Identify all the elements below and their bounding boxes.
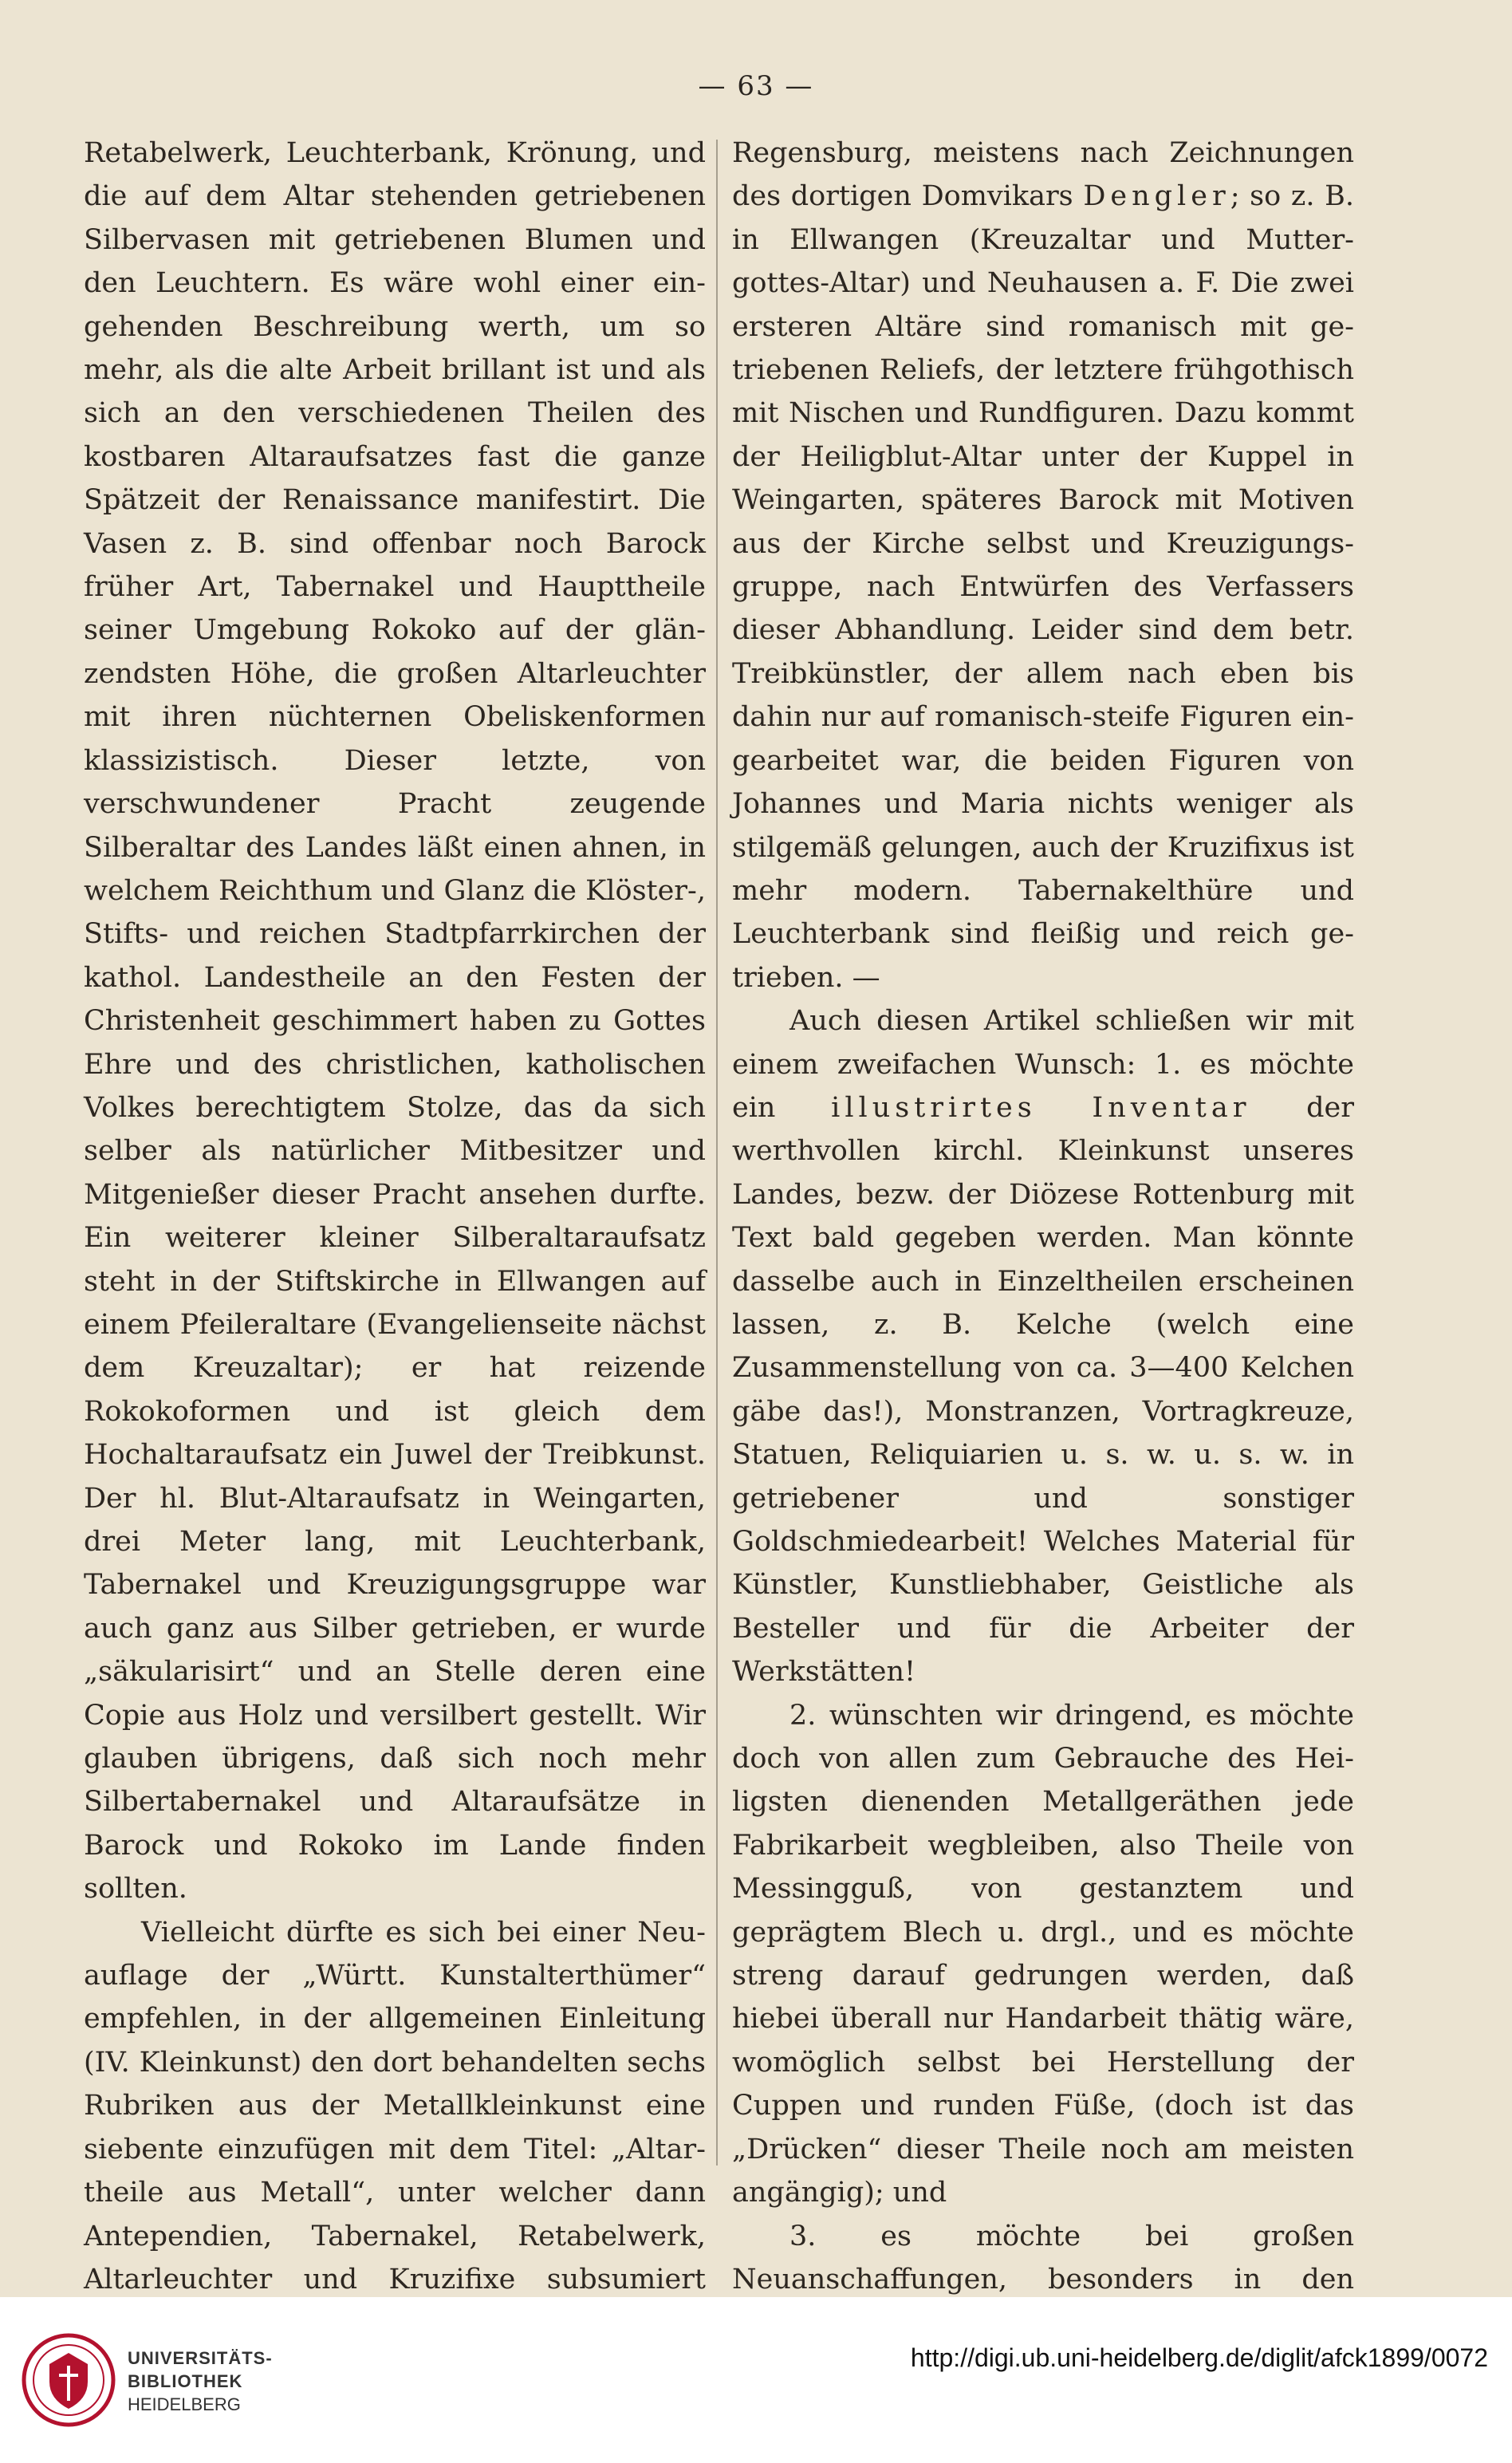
right-column <box>732 132 1354 2297</box>
footer <box>0 2297 1512 2463</box>
paragraph: 3. es möchte bei großen Neuanschaffungen, besonders in den <box>732 2220 1354 2296</box>
paragraph: Retabelwerk, Leuchterbank, Krönung, und die auf dem Altar stehenden getriebenen Silbervasen mit getriebenen Blumen und den Leuchtern. Es wäre wohl einer eingehenden Beschreibung werth, um so mehr, als die alte Arbeit brillant ist und als sich an den verschiedenen Theilen des kostbaren Altaraufsatzes fast die ganze Spätzeit der Renaissance manifestirt. Die Vasen z. B. sind offenbar noch Barock früher Art, Tabernakel und Haupttheile seiner Umgebung Rokoko auf der glänzendsten Höhe, die großen Altarleuchter mit ihren nüchternen Obeliskenformen klassizistisch. Dieser letzte, von verschwundener Pracht zeugende Silberaltar des Landes läßt einen ahnen, in welchem Reichthum und Glanz die Klöster-, Stifts- und reichen Stadtpfarrkirchen der kathol. Landestheile an den Festen der Christenheit geschimmert haben zu Gottes Ehre und des christlichen, katholischen Volkes berechtigtem Stolze, das da sich selber als natürlicher Mitbesitzer und Mitgenießer dieser Pracht ansehen durfte. Ein weiterer kleiner Silberaltaraufsatz steht in der Stiftskirche in Ellwangen auf einem Pfeileraltare (Evangelienseite nächst dem Kreuzaltar); er hat reizende Rokokoformen und ist gleich dem Hochaltaraufsatz ein Juwel der Treibkunst. Der hl. Blut-Altaraufsatz in Weingarten, drei Meter lang, mit Leuchterbank, Tabernakel und Kreuzigungsgruppe war auch ganz aus Silber getrieben, er wurde „säkularisirt“ und an Stelle deren eine Copie aus Holz und versilbert gestellt. Wir glauben übrigens, daß sich noch mehr Silbertabernakel und Altaraufsätze in Barock und Rokoko im Lande finden sollten. <box>84 137 706 1905</box>
text-run: der werthvollen kirchl. Kleinkunst unseres Landes, bezw. der Diözese Rottenburg mit Text bald gegeben werden. Man könnte dasselbe auch in Einzeltheilen erscheinen lassen, z. B. Kelche (welch eine Zusammenstellung von ca. 3—400 Kelchen gäbe das!), Monstranzen, Vortragkreuze, Statuen, Reliquiarien u. s. w. u. s. w. in getriebener und sonstiger Goldschmiedearbeit! Welches Material für Künstler, Kunstliebhaber, Geistliche als Besteller und für die Arbeiter der Werkstätten! <box>732 1091 1354 1689</box>
text-run: ; so z. B. in Ellwangen (Kreuzaltar und Muttergottes-Altar) und Neuhausen a. F. Die zwei ersteren Altäre sind romanisch mit getriebenen Reliefs, der letztere frühgothisch mit Nischen und Rundfiguren. Dazu kommt der Heiligblut-Altar unter der Kuppel in Weingarten, späteres Barock mit Motiven aus der Kirche selbst und Kreuzigungsgruppe, nach Entwürfen des Verfassers dieser Abhandlung. Leider sind dem betr. Treibkünstler, der allem nach eben bis dahin nur auf romanisch-steife Figuren eingearbeitet war, die beiden Figuren von Johannes und Maria nichts weniger als stilgemäß gelungen, auch der Kruzifixus ist mehr modern. Tabernakelthüre und Leuchterbank sind fleißig und reich getrieben. — <box>732 180 1354 994</box>
institution-line: BIBLIOTHEK <box>128 2371 243 2391</box>
paragraph: Vielleicht dürfte es sich bei einer Neuauflage der „Württ. Kunstalterthümer“ empfehlen, in der allgemeinen Einleitung (IV. Kleinkunst) den dort behandelten sechs Rubriken aus der Metallkleinkunst eine siebente einzufügen mit dem Titel: „Altartheile aus Metall“, unter welcher dann Antependien, Tabernakel, Retabelwerk, Altarleuchter und Kruzifixe subsumiert <box>84 1916 706 2296</box>
paragraph: 2. wünschten wir dringend, es möchte doch von allen zum Gebrauche des Heiligsten dienenden Metallgeräthen jede Fabrikarbeit wegbleiben, also Theile von Messingguß, von gestanztem und geprägtem Blech u. drgl., und es möchte streng darauf gedrungen werden, daß hiebei überall nur Handarbeit thätig wäre, womöglich selbst bei Herstellung der Cuppen und runden Füße, (doch ist das „Drücken“ dieser Theile noch am meisten angängig); und <box>732 1699 1354 2209</box>
institution-line: HEIDELBERG <box>128 2394 241 2414</box>
page-number: — 63 — <box>698 70 814 102</box>
spaced-word: illustrirtes <box>831 1091 1037 1124</box>
text-run: Auch diesen Artikel schließen wir mit einem zweifachen Wunsch: 1. es möchte ein <box>732 1005 1354 1124</box>
paragraph <box>732 132 1354 999</box>
spaced-word: Inventar <box>1092 1091 1251 1124</box>
university-seal-icon <box>21 2332 116 2428</box>
source-url-link[interactable]: http://digi.ub.uni-heidelberg.de/diglit/afck1899/0072 <box>910 2343 1488 2372</box>
spaced-name: Dengler <box>1083 180 1230 213</box>
text-run: Regensburg, meistens nach Zeichnungen des dortigen Domvikars <box>732 137 1354 213</box>
paragraph <box>732 999 1354 1694</box>
column-divider <box>716 140 718 2165</box>
institution-name <box>128 2347 273 2416</box>
left-column <box>84 132 706 2297</box>
institution-line: UNIVERSITÄTS- <box>128 2348 273 2368</box>
